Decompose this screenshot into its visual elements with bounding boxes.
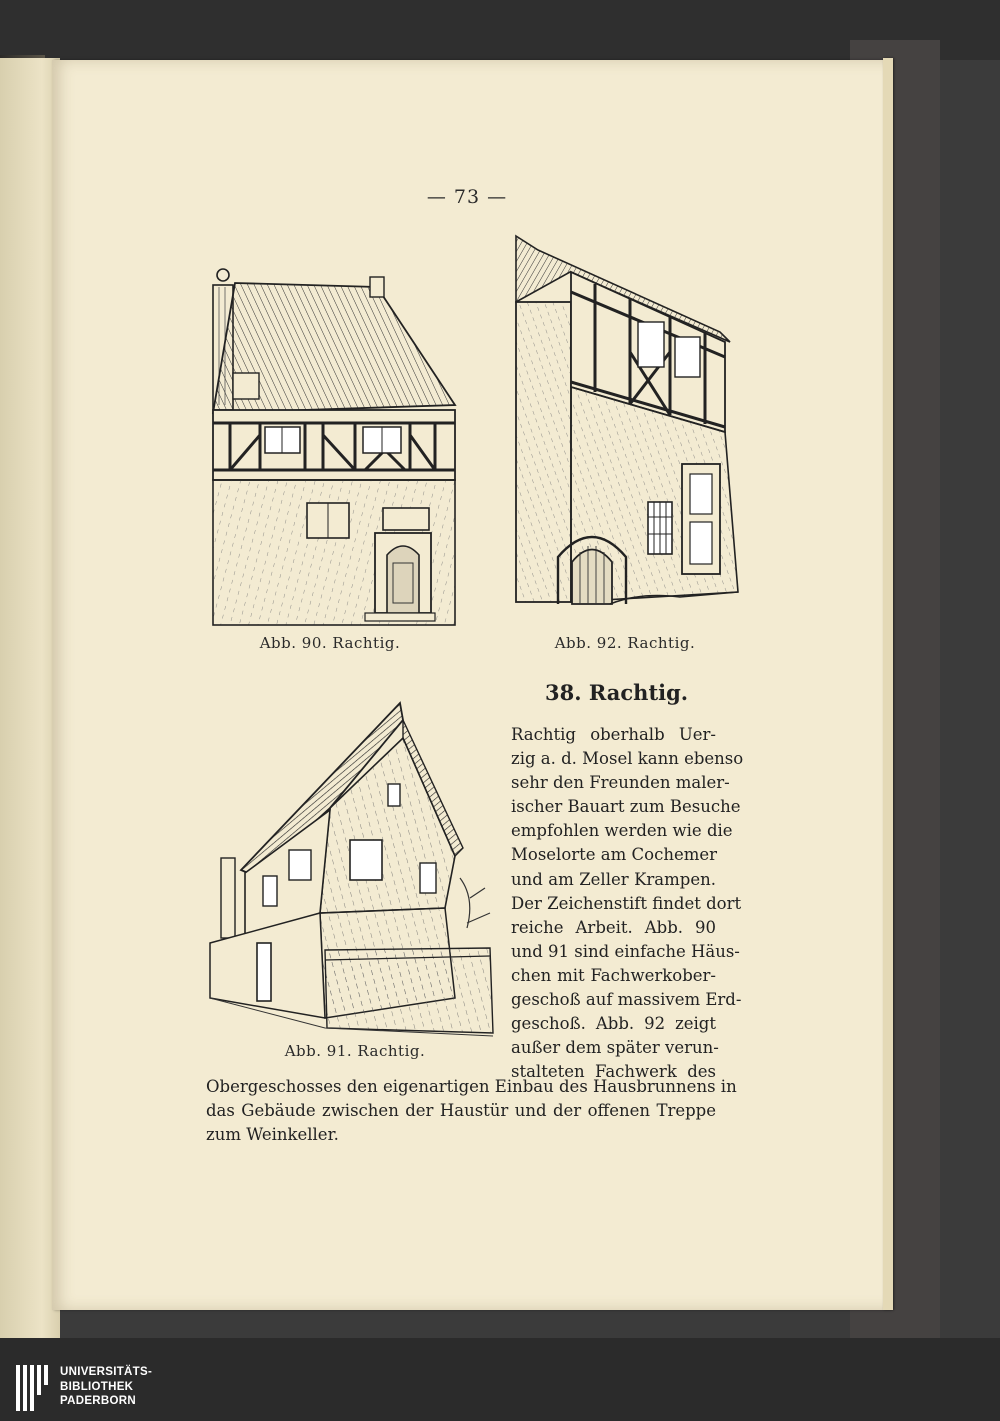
text-line: das Gebäude zwischen der Haustür und der offenen Treppe — [206, 1101, 716, 1121]
text-line: und 91 sind einfache Häus- — [511, 941, 740, 961]
text-line: ischer Bauart zum Besuche — [511, 797, 741, 817]
text-line: geschoß. Abb. 92 zeigt — [511, 1014, 716, 1034]
library-logo — [16, 1365, 216, 1411]
figure-91-caption: Abb. 91. Rachtig. — [284, 1042, 426, 1060]
text-line: zig a. d. Mosel kann ebenso — [511, 749, 744, 769]
logo-line: BIBLIOTHEK — [60, 1380, 134, 1393]
text-line: geschoß auf massivem Erd- — [511, 990, 742, 1010]
section-heading: 38. Rachtig. — [545, 680, 689, 705]
facing-page-edge — [0, 58, 60, 1338]
logo-line: UNIVERSITÄTS- — [60, 1366, 153, 1378]
library-logo-mark-icon — [16, 1365, 50, 1411]
text-line: stalteten Fachwerk des — [511, 1062, 716, 1082]
text-line: empfohlen werden wie die — [511, 821, 733, 841]
text-line: reiche Arbeit. Abb. 90 — [511, 917, 716, 937]
text-line: und am Zeller Krampen. — [511, 869, 716, 889]
page-number: — 73 — — [426, 186, 508, 208]
figure-90-illustration — [205, 265, 457, 630]
figure-91-illustration — [205, 698, 497, 1038]
text-line: Moselorte am Cochemer — [511, 845, 718, 865]
figure-90-caption: Abb. 90. Rachtig. — [259, 634, 401, 652]
text-line: außer dem später verun- — [511, 1038, 719, 1058]
logo-line: PADERBORN — [60, 1395, 136, 1407]
library-logo-text — [60, 1365, 152, 1409]
body-text-narrow-column — [511, 723, 744, 1084]
text-line: zum Weinkeller. — [206, 1125, 339, 1145]
text-line: Obergeschosses den eigenartigen Einbau des Hausbrunnens in — [206, 1077, 737, 1096]
page-edge — [883, 58, 893, 1310]
figure-92-caption: Abb. 92. Rachtig. — [554, 634, 696, 652]
text-line: chen mit Fachwerkober- — [511, 965, 716, 985]
text-line: Der Zeichenstift findet dort — [511, 893, 742, 913]
body-text-wide-column — [206, 1075, 737, 1147]
text-line: Rachtig oberhalb Uer- — [511, 725, 716, 744]
text-line: sehr den Freunden maler- — [511, 773, 730, 793]
figure-92-illustration — [510, 232, 742, 610]
